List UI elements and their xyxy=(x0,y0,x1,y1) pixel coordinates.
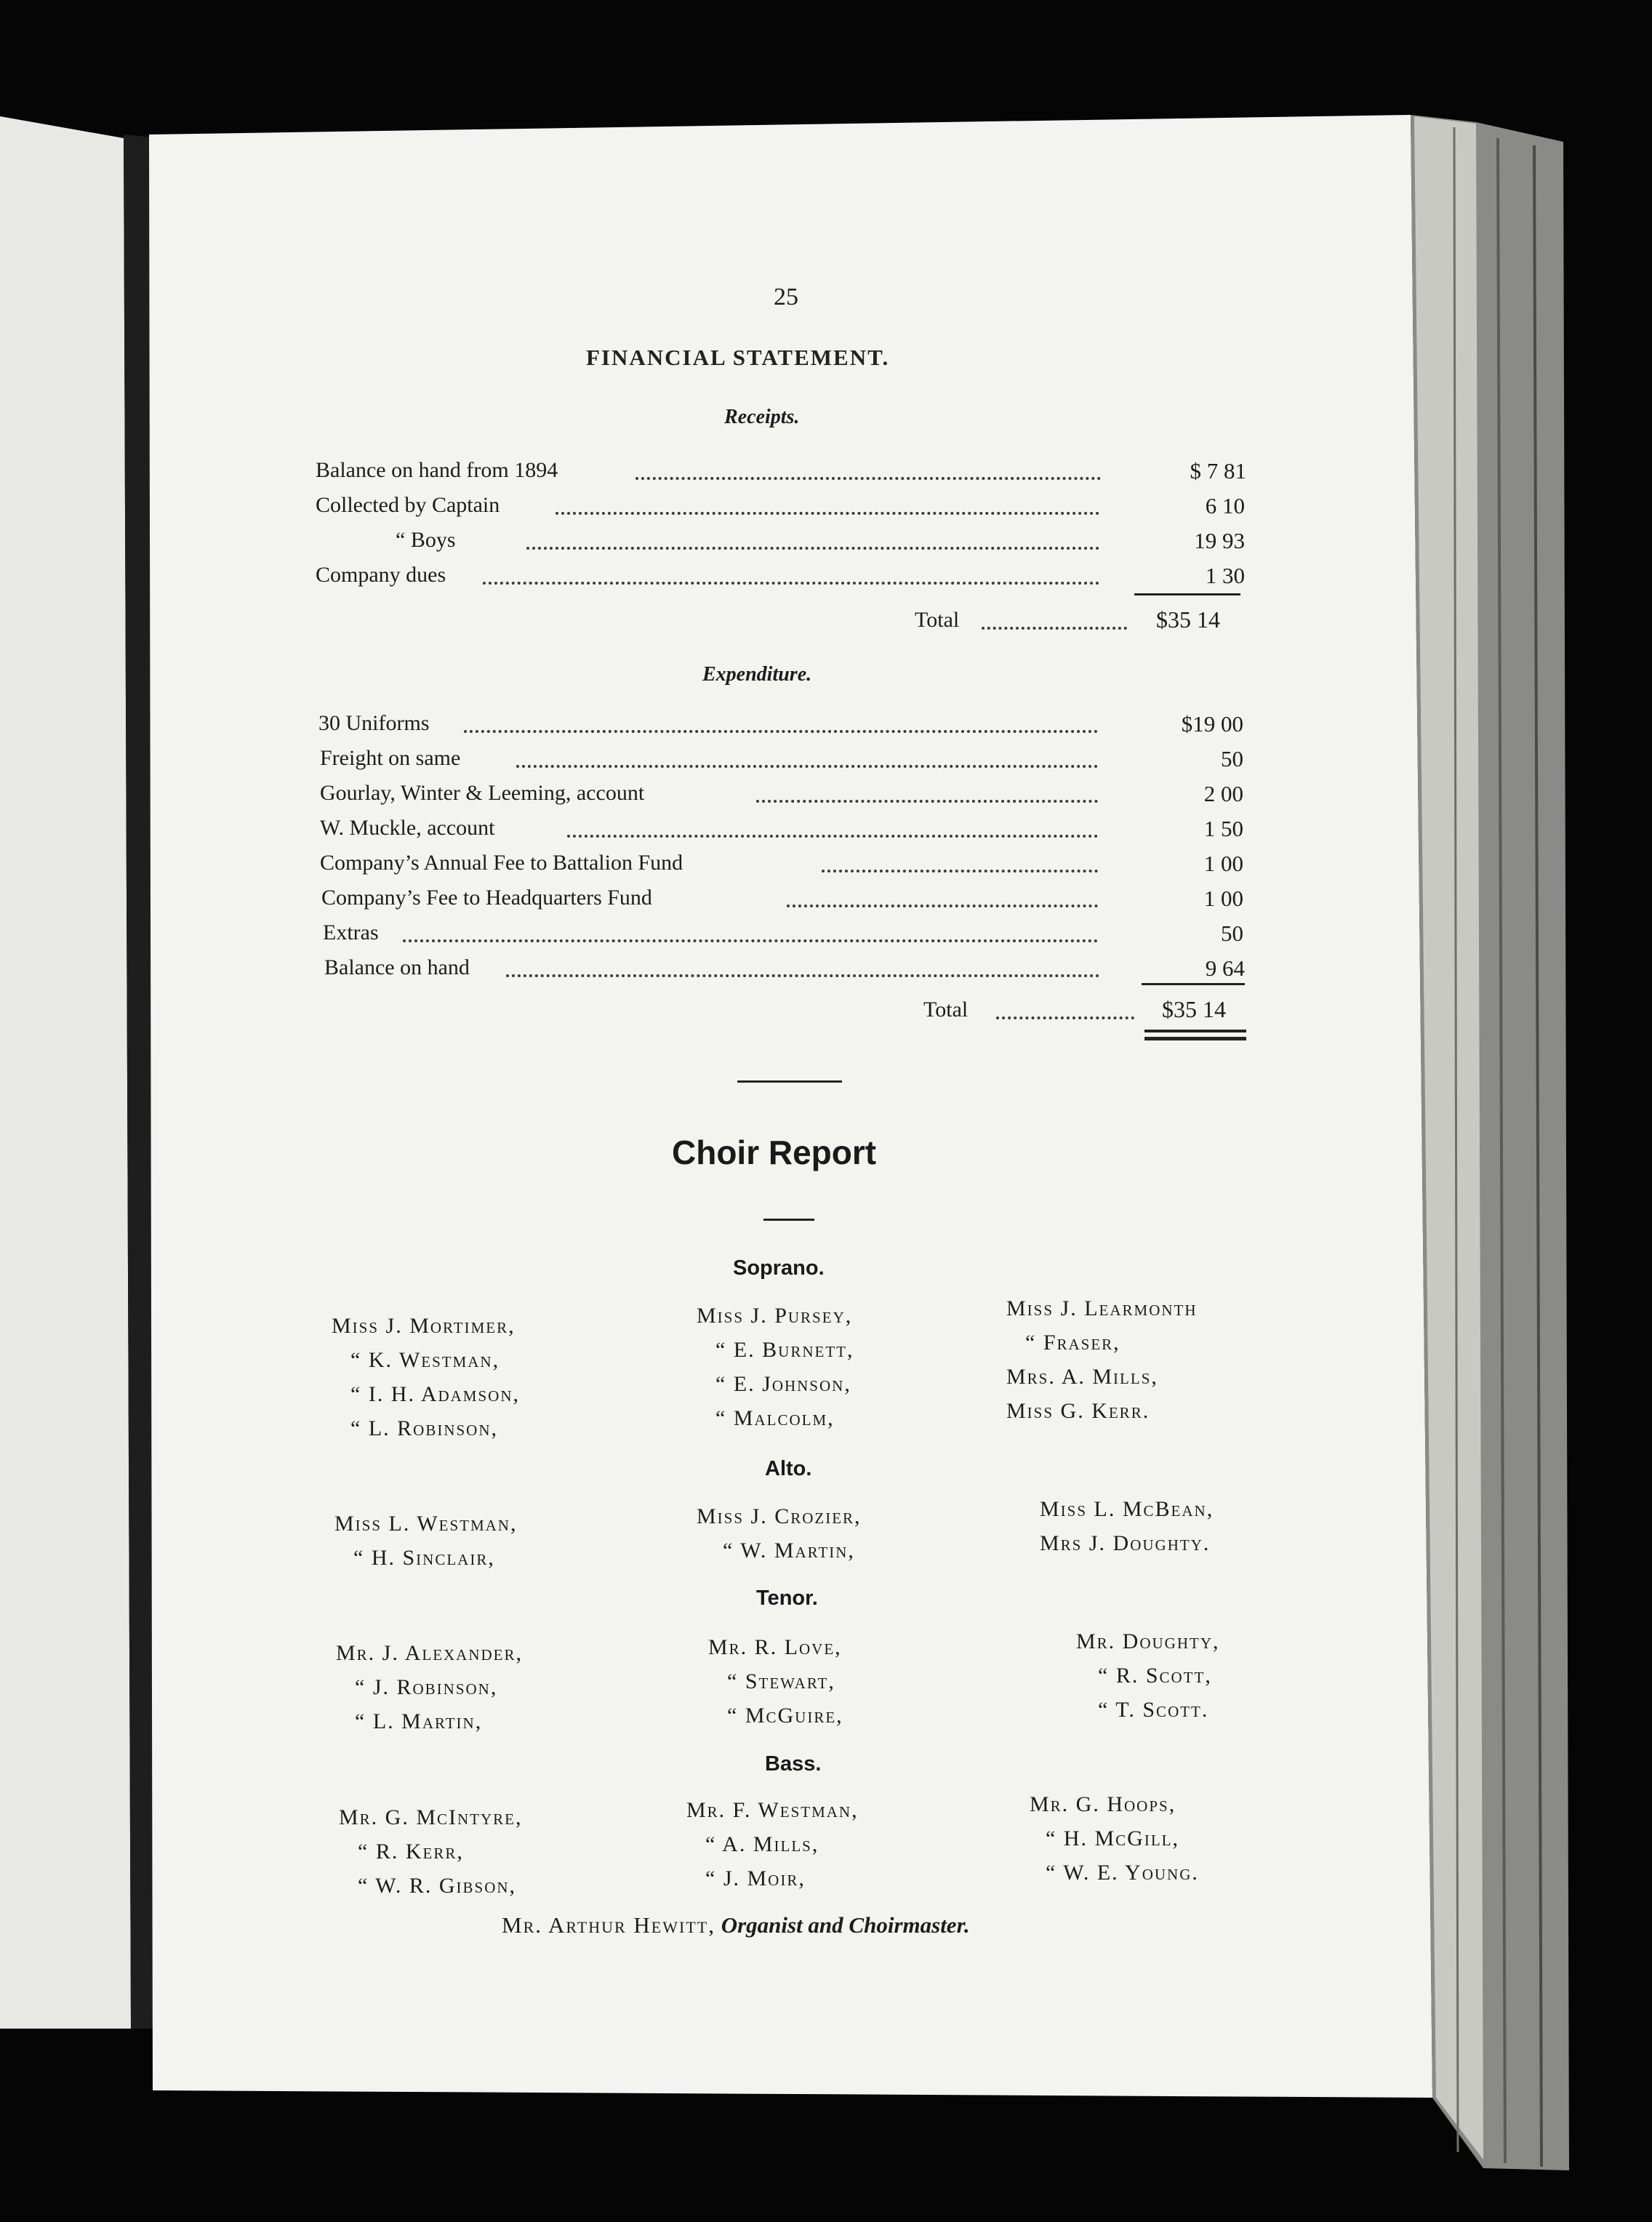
receipt-amount: $ 7 81 xyxy=(1190,458,1246,484)
tenor-column-2 xyxy=(708,1630,843,1733)
choir-member: Mr. G. Hoops, xyxy=(1030,1792,1176,1816)
expenditure-row xyxy=(320,746,1243,778)
receipt-row xyxy=(316,493,1245,525)
alto-column-3 xyxy=(1040,1492,1214,1560)
choir-member: “ J. Robinson, xyxy=(355,1675,498,1699)
expenditure-row xyxy=(321,886,1243,918)
expenditure-label: Freight on same xyxy=(320,746,465,771)
choir-member: Mrs J. Doughty. xyxy=(1040,1531,1211,1555)
receipt-label: Collected by Captain xyxy=(316,493,504,518)
choir-member: “ E. Burnett, xyxy=(715,1338,854,1362)
expenditure-amount: 9 64 xyxy=(1205,955,1245,981)
voice-heading-alto: Alto. xyxy=(765,1457,812,1480)
voice-heading-bass: Bass. xyxy=(765,1752,822,1776)
choir-member: “ L. Robinson, xyxy=(350,1416,498,1440)
expenditure-row xyxy=(320,781,1243,813)
choir-member: Miss J. Pursey, xyxy=(697,1304,853,1328)
tenor-column-1 xyxy=(336,1636,523,1738)
expenditure-sum-rule xyxy=(1142,983,1245,985)
receipts-heading: Receipts. xyxy=(724,406,800,428)
expenditure-label: Balance on hand xyxy=(324,955,474,980)
choir-member: “ W. R. Gibson, xyxy=(358,1874,517,1898)
expenditure-row xyxy=(318,711,1243,743)
expenditure-row xyxy=(320,816,1243,848)
receipt-row xyxy=(316,563,1245,595)
choir-member: “ E. Johnson, xyxy=(715,1372,851,1396)
bass-column-3 xyxy=(1030,1787,1199,1890)
expenditure-label: Company’s Annual Fee to Battalion Fund xyxy=(320,851,687,875)
page-number: 25 xyxy=(774,284,798,310)
choir-member: Mr. F. Westman, xyxy=(686,1798,859,1822)
choir-member: Mr. R. Love, xyxy=(708,1635,842,1659)
receipts-total-leader xyxy=(982,612,1127,630)
expenditure-row xyxy=(324,955,1245,987)
receipt-label: Company dues xyxy=(316,563,450,587)
expenditure-amount: 50 xyxy=(1221,746,1243,771)
choir-title-rule xyxy=(763,1219,814,1221)
organist-line xyxy=(502,1912,970,1938)
choir-member: “ H. McGill, xyxy=(1046,1826,1179,1850)
choir-member: “ Malcolm, xyxy=(715,1406,835,1430)
choir-member: Mr. J. Alexander, xyxy=(336,1641,524,1665)
choir-member: Miss G. Kerr. xyxy=(1006,1399,1150,1423)
expenditure-row xyxy=(323,921,1243,952)
expenditure-heading: Expenditure. xyxy=(702,663,812,686)
alto-column-1 xyxy=(334,1507,517,1575)
section-divider xyxy=(737,1080,842,1083)
choir-member: “ I. H. Adamson, xyxy=(350,1382,520,1406)
organist-role: Organist and Choirmaster. xyxy=(721,1912,970,1938)
choir-member: Mr. G. McIntyre, xyxy=(339,1805,523,1829)
choir-member: “ K. Westman, xyxy=(350,1348,500,1372)
receipt-amount: 19 93 xyxy=(1194,528,1245,553)
expenditure-amount: 1 50 xyxy=(1203,816,1243,841)
expenditure-amount: 1 00 xyxy=(1203,851,1243,876)
voice-heading-soprano: Soprano. xyxy=(733,1256,825,1280)
expenditure-label: Company’s Fee to Headquarters Fund xyxy=(321,886,657,910)
choir-member: “ J. Moir, xyxy=(705,1866,806,1890)
choir-member: “ W. Martin, xyxy=(723,1539,855,1563)
receipt-label: “ Boys xyxy=(396,528,456,552)
choir-member: “ McGuire, xyxy=(727,1704,843,1728)
receipt-row xyxy=(316,528,1245,560)
choir-member: “ Fraser, xyxy=(1025,1331,1120,1355)
choir-member: Mr. Doughty, xyxy=(1076,1629,1220,1653)
choir-member: “ H. Sinclair, xyxy=(353,1546,495,1570)
expenditure-label: Gourlay, Winter & Leeming, account xyxy=(320,781,649,806)
choir-member: Mrs. A. Mills, xyxy=(1006,1365,1158,1389)
choir-member: “ T. Scott. xyxy=(1098,1698,1209,1722)
receipt-label: Balance on hand from 1894 xyxy=(316,458,562,483)
expenditure-total-amount: $35 14 xyxy=(1162,996,1226,1022)
receipts-total-label: Total xyxy=(915,608,960,632)
left-facing-page-edge xyxy=(0,116,131,2029)
expenditure-row xyxy=(320,851,1243,883)
double-rule-bottom xyxy=(1144,1037,1246,1040)
double-rule-top xyxy=(1144,1030,1246,1032)
choir-member: Miss L. McBean, xyxy=(1040,1497,1214,1521)
tenor-column-3 xyxy=(1076,1624,1220,1727)
receipt-amount: 6 10 xyxy=(1205,493,1245,518)
choir-member: “ R. Kerr, xyxy=(358,1840,464,1864)
soprano-column-2 xyxy=(697,1299,854,1435)
expenditure-amount: 50 xyxy=(1221,921,1243,946)
choir-member: “ L. Martin, xyxy=(355,1709,483,1733)
soprano-column-3 xyxy=(1006,1291,1198,1428)
choir-report-title: Choir Report xyxy=(672,1134,877,1171)
choir-member: “ W. E. Young. xyxy=(1046,1861,1199,1885)
bass-column-1 xyxy=(339,1800,523,1903)
expenditure-amount: $19 00 xyxy=(1181,711,1243,737)
expenditure-amount: 2 00 xyxy=(1203,781,1243,806)
choir-member: Miss J. Learmonth xyxy=(1006,1296,1198,1320)
expenditure-amount: 1 00 xyxy=(1203,886,1243,911)
choir-member: “ A. Mills, xyxy=(705,1832,819,1856)
alto-column-2 xyxy=(697,1499,862,1568)
choir-member: “ R. Scott, xyxy=(1098,1664,1212,1688)
voice-heading-tenor: Tenor. xyxy=(756,1587,818,1610)
choir-member: Miss J. Mortimer, xyxy=(332,1314,516,1338)
receipts-sum-rule xyxy=(1134,593,1240,595)
organist-name: Mr. Arthur Hewitt, xyxy=(502,1912,715,1938)
expenditure-total-leader xyxy=(996,1002,1134,1019)
receipt-amount: 1 30 xyxy=(1205,563,1245,588)
soprano-column-1 xyxy=(332,1309,520,1445)
expenditure-label: W. Muckle, account xyxy=(320,816,499,841)
expenditure-label: 30 Uniforms xyxy=(318,711,434,736)
choir-member: Miss J. Crozier, xyxy=(697,1504,862,1528)
bass-column-2 xyxy=(686,1793,859,1896)
receipts-total-amount: $35 14 xyxy=(1156,606,1220,633)
choir-member: Miss L. Westman, xyxy=(334,1512,518,1536)
financial-statement-heading: FINANCIAL STATEMENT. xyxy=(586,345,890,370)
expenditure-label: Extras xyxy=(323,921,383,945)
expenditure-total-label: Total xyxy=(923,998,969,1022)
choir-member: “ Stewart, xyxy=(727,1669,835,1693)
receipt-row xyxy=(316,458,1246,490)
